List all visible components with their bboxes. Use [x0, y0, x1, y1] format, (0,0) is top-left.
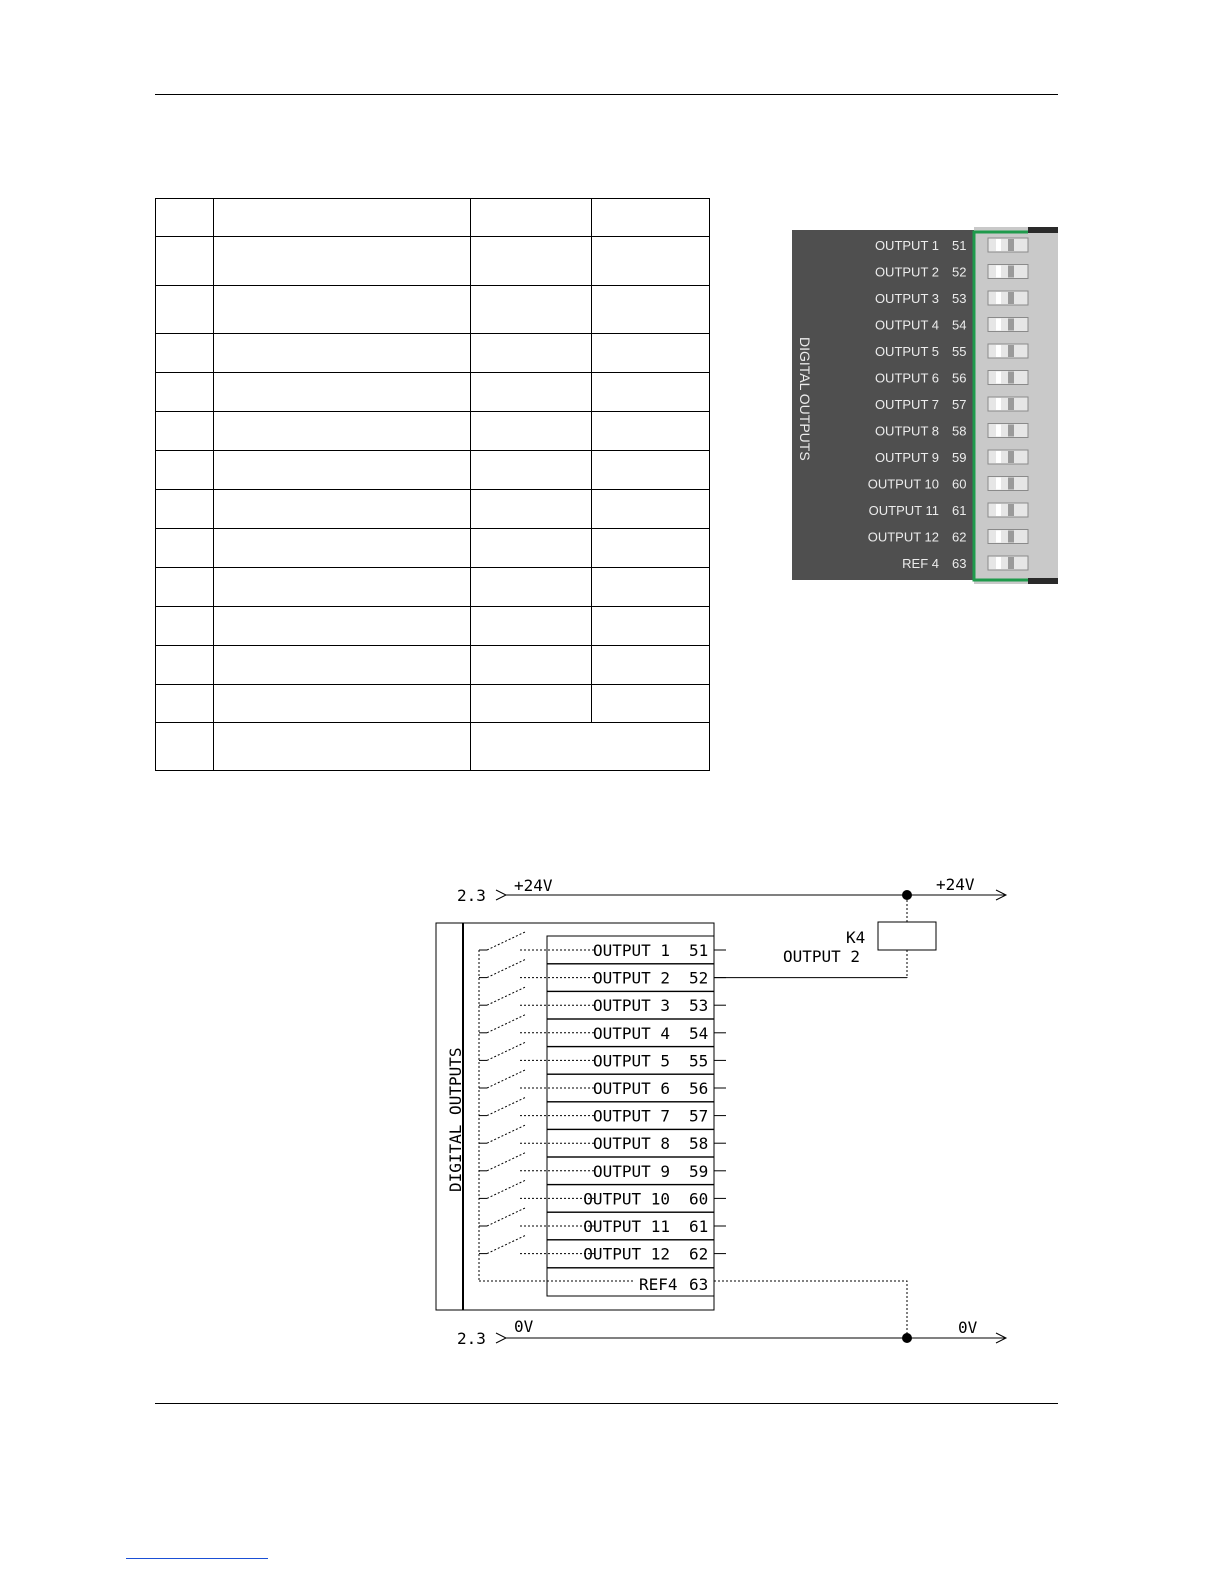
table-cell [471, 646, 592, 685]
table-cell [214, 237, 471, 286]
connector-pin-label: OUTPUT 2 [874, 264, 939, 280]
ref-label: REF4 [639, 1275, 678, 1294]
schematic-pin-number: 53 [689, 996, 709, 1016]
table-row [156, 412, 710, 451]
connector-pin-label: OUTPUT 7 [874, 397, 939, 412]
module-outer [436, 923, 714, 1310]
connector-pin-number: 53 [952, 291, 967, 306]
terminal-slot [988, 371, 1028, 385]
connector-pin-number: 54 [952, 317, 967, 333]
table-cell [592, 529, 710, 568]
table-cell [214, 199, 471, 237]
footer-rule [155, 1403, 1058, 1404]
table-cell [156, 723, 214, 771]
table-cell [214, 568, 471, 607]
connector-pin-label: OUTPUT 8 [874, 423, 939, 439]
table-header-row [156, 199, 710, 237]
connector-pin-number: 61 [952, 503, 967, 518]
table-cell [156, 529, 214, 568]
table-cell [592, 373, 710, 412]
ref-return-wire [714, 1281, 907, 1338]
table-cell [592, 412, 710, 451]
relay-name: K4 [846, 928, 866, 947]
table-row [156, 529, 710, 568]
table-cell [214, 607, 471, 646]
table-cell [592, 199, 710, 237]
table-cell [471, 373, 592, 412]
connector-pin-label: OUTPUT 5 [874, 344, 939, 359]
table-row [156, 373, 710, 412]
junction-top [902, 890, 912, 900]
table-cell [592, 451, 710, 490]
table-cell [471, 412, 592, 451]
block-title: DIGITAL OUTPUTS [446, 1047, 465, 1192]
table-cell [214, 685, 471, 723]
table-cell [214, 412, 471, 451]
table-cell [214, 723, 471, 771]
table-cell [214, 373, 471, 412]
terminal-slot [988, 556, 1028, 570]
table-cell [156, 685, 214, 723]
table-row [156, 490, 710, 529]
relay-coil [878, 922, 936, 950]
table-cell [156, 199, 214, 237]
ref-num: 63 [689, 1275, 709, 1294]
schematic-pin-label: OUTPUT 9 [592, 1161, 670, 1181]
table-cell [471, 490, 592, 529]
schematic-pin-label: OUTPUT 4 [592, 1023, 670, 1043]
schematic-pin-label: OUTPUT 7 [592, 1106, 670, 1126]
terminal-slot [988, 344, 1028, 358]
table-cell [156, 451, 214, 490]
terminal-slot [988, 503, 1028, 517]
table-cell [471, 607, 592, 646]
terminal-slot [988, 450, 1028, 464]
supply-out-top: +24V [936, 875, 975, 894]
schematic-pin-label: OUTPUT 8 [592, 1134, 670, 1154]
table-cell [471, 451, 592, 490]
schematic-pin-label: OUTPUT 3 [592, 996, 670, 1016]
table-cell [156, 646, 214, 685]
table-cell [471, 199, 592, 237]
table-cell [214, 490, 471, 529]
schematic-pin-label: OUTPUT 11 [583, 1217, 670, 1236]
connector-pin-number: 57 [952, 397, 967, 412]
schematic-pin-label: OUTPUT 5 [592, 1051, 670, 1071]
table-cell [592, 286, 710, 334]
table-cell [471, 723, 710, 771]
table-cell [156, 373, 214, 412]
connector-pin-number: 56 [952, 370, 967, 386]
terminal-dark-bottom [1028, 578, 1058, 584]
connector-pin-label: REF 4 [902, 556, 939, 571]
table-cell [156, 490, 214, 529]
table-cell [592, 607, 710, 646]
table-cell [592, 646, 710, 685]
supply-label-top: +24V [514, 876, 553, 895]
table-cell [156, 607, 214, 646]
table-cell [156, 237, 214, 286]
connector-title: DIGITAL OUTPUTS [797, 337, 813, 461]
terminal-slot [988, 477, 1028, 491]
connector-pin-number: 51 [952, 238, 967, 253]
supply-ref-bottom: 2.3 [457, 1329, 486, 1348]
table-row [156, 685, 710, 723]
connector-pin-label: OUTPUT 1 [874, 238, 939, 253]
table-row [156, 334, 710, 373]
schematic-pin-number: 52 [689, 968, 709, 988]
schematic-pin-number: 60 [689, 1189, 709, 1209]
table-row [156, 723, 710, 771]
table-cell [471, 568, 592, 607]
table-row [156, 451, 710, 490]
table-cell [592, 237, 710, 286]
connector-pin-number: 63 [952, 556, 967, 571]
schematic-pin-label: OUTPUT 10 [583, 1189, 670, 1209]
table-cell [214, 451, 471, 490]
table-row [156, 607, 710, 646]
schematic-pin-label: OUTPUT 12 [583, 1244, 670, 1264]
table-cell [471, 286, 592, 334]
header-rule [155, 94, 1058, 95]
connector-pin-label: OUTPUT 4 [874, 317, 939, 333]
relay-signal: OUTPUT 2 [783, 947, 861, 966]
terminal-slot [988, 530, 1028, 544]
schematic-pin-label: OUTPUT 1 [592, 941, 670, 960]
supply-label-bottom: 0V [514, 1317, 534, 1336]
table-cell [471, 529, 592, 568]
schematic-pin-number: 55 [689, 1051, 709, 1071]
schematic-pin-number: 62 [689, 1244, 709, 1264]
footer-link-line [126, 1558, 268, 1559]
schematic-pin-number: 56 [689, 1079, 709, 1098]
supply-arrow-bottom-in [496, 1333, 506, 1343]
connector-pin-number: 62 [952, 529, 967, 545]
connector-diagram [792, 227, 1058, 584]
supply-out-bottom: 0V [958, 1318, 978, 1337]
table-cell [592, 685, 710, 723]
terminal-slot [988, 291, 1028, 305]
schematic-pin-row [479, 932, 726, 964]
connector-pin-label: OUTPUT 11 [868, 503, 939, 518]
connector-pin-number: 52 [952, 264, 967, 280]
terminal-slot [988, 238, 1028, 252]
terminal-slot [988, 397, 1028, 411]
table-row [156, 286, 710, 334]
schematic-pin-number: 57 [689, 1106, 709, 1126]
terminal-slot [988, 265, 1028, 279]
table-cell [471, 237, 592, 286]
table-cell [214, 529, 471, 568]
terminal-slot [988, 318, 1028, 332]
table-cell [156, 412, 214, 451]
table-cell [592, 490, 710, 529]
connector-pin-label: OUTPUT 6 [874, 370, 939, 386]
table-cell [156, 334, 214, 373]
schematic-pin-number: 51 [689, 941, 709, 960]
terminal-dark-top [1028, 227, 1058, 233]
connector-pin-number: 58 [952, 423, 967, 439]
connector-pin-label: OUTPUT 10 [867, 476, 939, 492]
table-cell [214, 334, 471, 373]
connector-pin-number: 55 [952, 344, 967, 359]
schematic-pin-number: 54 [689, 1023, 709, 1043]
table-row [156, 568, 710, 607]
schematic-pin-number: 58 [689, 1134, 709, 1154]
connector-pin-label: OUTPUT 9 [874, 450, 939, 465]
table-row [156, 237, 710, 286]
table-cell [214, 286, 471, 334]
table-cell [471, 685, 592, 723]
table-cell [156, 568, 214, 607]
table-cell [156, 286, 214, 334]
schematic-pin-label: OUTPUT 6 [592, 1079, 670, 1098]
table-cell [214, 646, 471, 685]
schematic-pin-number: 59 [689, 1161, 709, 1181]
supply-ref-top: 2.3 [457, 886, 486, 905]
supply-arrow-top-in [496, 890, 506, 900]
table-row [156, 646, 710, 685]
connector-pin-number: 60 [952, 476, 967, 492]
pin-table [155, 198, 710, 771]
schematic-pin-number: 61 [689, 1217, 709, 1236]
terminal-slot [988, 424, 1028, 438]
connector-pin-label: OUTPUT 12 [867, 529, 939, 545]
connector-pin-label: OUTPUT 3 [874, 291, 939, 306]
schematic-pin-label: OUTPUT 2 [592, 968, 670, 988]
connector-pin-number: 59 [952, 450, 967, 465]
table-cell [592, 568, 710, 607]
wiring-schematic [430, 870, 1020, 1360]
table-cell [592, 334, 710, 373]
table-cell [471, 334, 592, 373]
